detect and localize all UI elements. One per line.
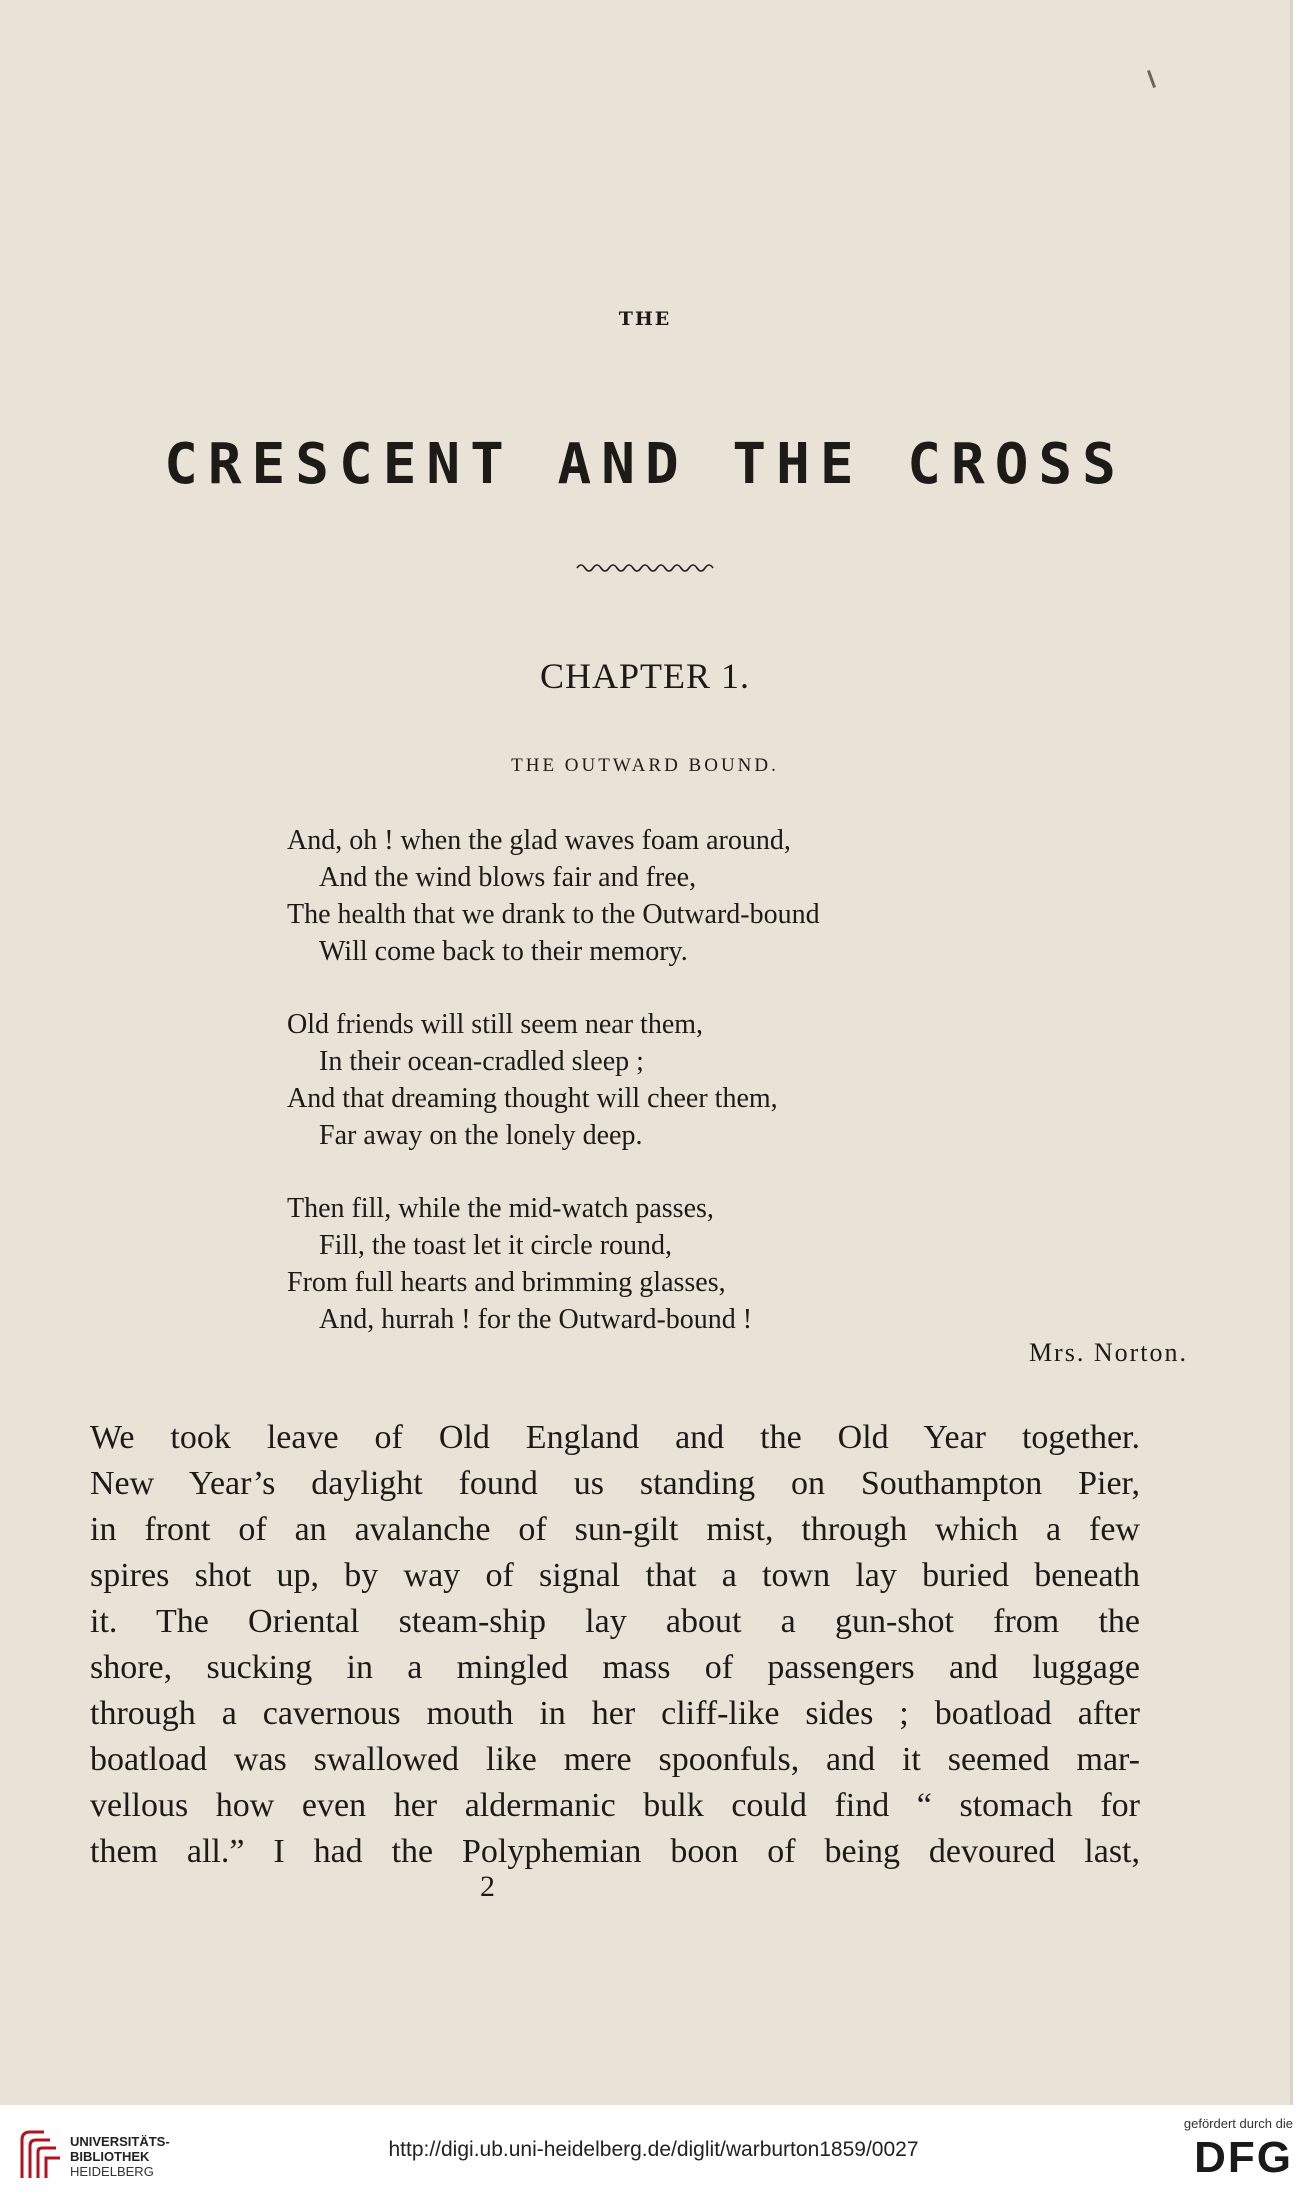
- viewer-footer: [0, 2108, 1307, 2203]
- wavy-rule-ornament: [575, 560, 715, 576]
- poem-line: The health that we drank to the Outward-bound: [287, 899, 820, 930]
- poem-line: Far away on the lonely deep.: [319, 1120, 643, 1151]
- body-line: in front of an avalanche of sun-gilt mist, through which a few: [90, 1511, 1140, 1548]
- body-line: vellous how even her aldermanic bulk could find “ stomach for: [90, 1787, 1140, 1824]
- epigraph-poem: [287, 822, 1087, 1374]
- dfg-funding-logo[interactable]: [1153, 2116, 1293, 2196]
- margin-mark: [1147, 70, 1156, 88]
- poem-stanza: [287, 1006, 1087, 1154]
- poem-line: Old friends will still seem near them,: [287, 1009, 704, 1040]
- body-paragraph: [90, 1415, 1140, 1875]
- library-line-3: HEIDELBERG: [70, 2164, 154, 2179]
- poem-line: Will come back to their memory.: [319, 936, 688, 967]
- poem-stanza: [287, 1190, 1087, 1338]
- library-line-1: UNIVERSITÄTS-: [70, 2134, 170, 2149]
- body-line: shore, sucking in a mingled mass of passengers and luggage: [90, 1649, 1140, 1686]
- poem-line: Then fill, while the mid-watch passes,: [287, 1193, 714, 1224]
- poem-attribution: Mrs. Norton.: [1028, 1338, 1188, 1367]
- dfg-wordmark: DFG: [1194, 2133, 1293, 2182]
- poem-line: From full hearts and brimming glasses,: [287, 1267, 726, 1298]
- chapter-heading: CHAPTER 1.: [539, 656, 751, 696]
- poem-line: And that dreaming thought will cheer them,: [287, 1083, 778, 1114]
- bleed-through-area: [78, 50, 1250, 70]
- funding-caption: gefördert durch die: [1183, 2116, 1293, 2131]
- title-article: THE: [618, 308, 672, 330]
- body-line: through a cavernous mouth in her cliff-like sides ; boatload after: [90, 1695, 1140, 1732]
- body-line: spires shot up, by way of signal that a town lay buried beneath: [90, 1557, 1140, 1594]
- poem-line: And, hurrah ! for the Outward-bound !: [319, 1304, 753, 1335]
- body-line: New Year’s daylight found us standing on Southampton Pier,: [90, 1465, 1140, 1502]
- page-number: 2: [480, 1870, 495, 1903]
- poem-line: And, oh ! when the glad waves foam around,: [287, 825, 791, 856]
- poem-line: And the wind blows fair and free,: [319, 862, 697, 893]
- book-title: CRESCENT AND THE CROSS: [164, 432, 1126, 497]
- library-line-2: BIBLIOTHEK: [70, 2149, 150, 2164]
- poem-line: In their ocean-cradled sleep ;: [319, 1046, 644, 1077]
- poem-stanza: [287, 822, 1087, 970]
- body-line: it. The Oriental steam-ship lay about a gun-shot from the: [90, 1603, 1140, 1640]
- poem-line: Fill, the toast let it circle round,: [319, 1230, 673, 1261]
- chapter-subtitle: THE OUTWARD BOUND.: [511, 755, 779, 776]
- body-line: We took leave of Old England and the Old Year together.: [90, 1419, 1140, 1456]
- body-line: boatload was swallowed like mere spoonfuls, and it seemed mar-: [90, 1741, 1140, 1778]
- permalink-url[interactable]: http://digi.ub.uni-heidelberg.de/diglit/warburton1859/0027: [388, 2138, 919, 2161]
- body-line: them all.” I had the Polyphemian boon of being devoured last,: [90, 1833, 1140, 1870]
